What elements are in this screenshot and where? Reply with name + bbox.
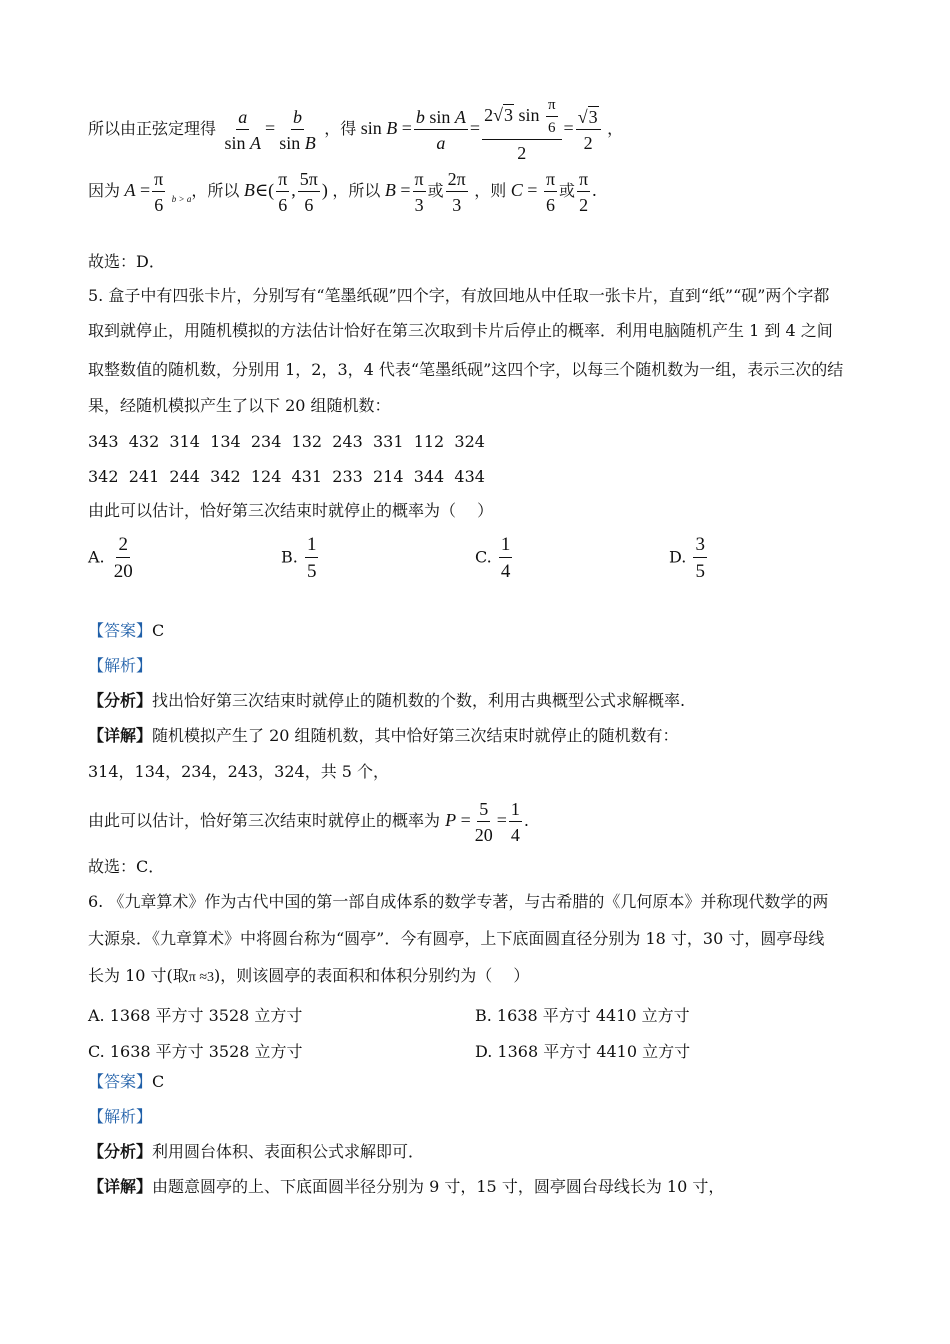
q5-line4: 果，经随机模拟产生了以下 20 组随机数： [88, 396, 391, 415]
q6-line2: 大源泉．《九章算术》中将圆台称为“圆亭”．今有圆亭，上下底面圆直径分别为 18 寸，30 寸，圆亭母线 [88, 929, 825, 948]
q6-answer: 【答案】C [88, 1072, 165, 1091]
q5-option-c[interactable]: C. $\frac{1}{4}$ [475, 534, 511, 582]
q5-list: 314，134，234，243，324，共 5 个， [88, 762, 390, 781]
frac-sqrt3-2: $\frac{√3}{2}$ [576, 108, 601, 152]
q6-option-c[interactable]: C. 1638 平方寸 3528 立方寸 [88, 1042, 303, 1061]
frac-2sqrt3-sin: 2√3 sin $\frac{\pi}{6}$ 2 [482, 98, 561, 162]
q5-detail: 【详解】随机模拟产生了 20 组随机数，其中恰好第三次结束时就停止的随机数有： [88, 726, 679, 745]
q5-fenxi: 【分析】找出恰好第三次结束时就停止的随机数的个数，利用古典概型公式求解概率. [88, 691, 686, 710]
q6-option-b[interactable]: B. 1638 平方寸 4410 立方寸 [475, 1006, 690, 1025]
q5-estimate: 由此可以估计，恰好第三次结束时就停止的概率为 P = $\frac{5}{20}$ = $\frac{1}{4}$ . [88, 799, 530, 845]
q5-numbers-row1: 343 432 314 134 234 132 243 331 112 324 [88, 432, 485, 451]
q5-option-d[interactable]: D. $\frac{3}{5}$ [669, 534, 705, 582]
choose-c: 故选：C． [88, 857, 165, 876]
q5-analysis-tag: 【解析】 [88, 656, 153, 675]
q5-line2: 取到就停止，用随机模拟的方法估计恰好在第三次取到卡片后停止的概率．利用电脑随机产生 1 到 4 之间 [88, 321, 833, 340]
q6-option-a[interactable]: A. 1368 平方寸 3528 立方寸 [88, 1006, 303, 1025]
q6-fenxi: 【分析】利用圆台体积、表面积公式求解即可． [88, 1142, 425, 1161]
q5-line3: 取整数值的随机数，分别用 1，2，3，4 代表“笔墨纸砚”这四个字，以每三个随机数为一组，表示三次的结 [88, 360, 844, 379]
frac-bsinA-a: $\frac{\text{b sin A}}{a}$ [415, 107, 466, 153]
q5-question: 由此可以估计，恰好第三次结束时就停止的概率为（ ） [88, 501, 494, 520]
q5-line1: 5. 盒子中有四张卡片，分别写有“笔墨纸砚”四个字，有放回地从中任取一张卡片，直到“纸”“砚”两个字都 [88, 286, 830, 305]
sine-law-line: 所以由正弦定理得 $\frac{a}{\text{sin A}}$ = $\frac{b}{\text{sin B}}$ ，得 sin B = $\frac{\text{b sin A}}{a}$ = 2√3 sin $\frac{\pi}{6}$ 2 = $\frac{√3}{2}$ ， [88, 97, 624, 163]
q5-option-b[interactable]: B. $\frac{1}{5}$ [281, 534, 317, 582]
frac-b-sinB: $\frac{b}{\text{sin B}}$ [279, 107, 316, 153]
q5-numbers-row2: 342 241 244 342 124 431 233 214 344 434 [88, 467, 485, 486]
q6-line1: 6. 《九章算术》作为古代中国的第一部自成体系的数学专著，与古希腊的《几何原本》并称现代数学的两 [88, 892, 829, 911]
angle-condition-line: 因为 A = $\frac{\pi}{6}$ $_{b > a}$，所以 B∈( $\frac{\pi}{6}$ , $\frac{5\pi}{6}$ ) ，所以 B = $\frac{\pi}{3}$ 或 $\frac{2\pi}{3}$ ，则 C = $\frac{\pi}{6}$ 或 $\frac{\pi}{2}$ . [88, 169, 597, 215]
q6-analysis-tag: 【解析】 [88, 1107, 153, 1126]
choose-d: 故选：D． [88, 252, 165, 271]
q6-line3: 长为 10 寸(取π ≈3)，则该圆亭的表面积和体积分别约为（ ） [88, 966, 530, 985]
q5-option-a[interactable]: A. $\frac{2}{20}$ [88, 534, 133, 582]
q5-answer: 【答案】C [88, 621, 165, 640]
q6-option-d[interactable]: D. 1368 平方寸 4410 立方寸 [475, 1042, 691, 1061]
q6-detail: 【详解】由题意圆亭的上、下底面圆半径分别为 9 寸，15 寸，圆亭圆台母线长为 10 寸， [88, 1177, 725, 1196]
frac-a-sinA: $\frac{a}{\text{sin A}}$ [224, 107, 262, 153]
